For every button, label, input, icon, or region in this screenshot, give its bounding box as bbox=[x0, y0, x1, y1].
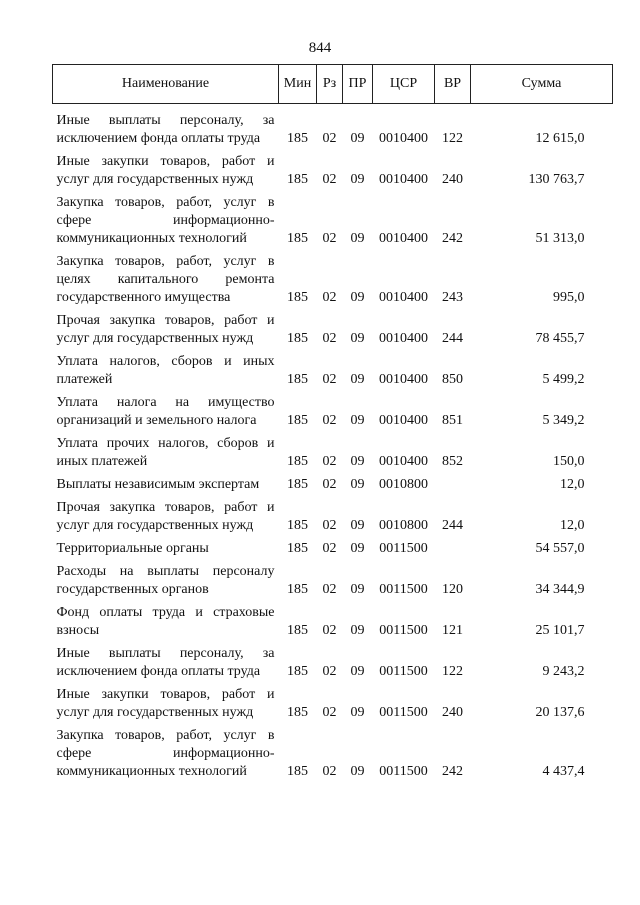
row-vr-cell: 240 bbox=[442, 172, 463, 187]
row-min-cell: 185 bbox=[287, 518, 308, 533]
table-row bbox=[53, 104, 613, 152]
row-vr-cell: 243 bbox=[442, 290, 463, 305]
row-sum-cell: 5 349,2 bbox=[542, 413, 585, 428]
row-csr-cell: 0010400 bbox=[379, 290, 428, 305]
row-vr-cell: 240 bbox=[442, 705, 463, 720]
row-min-cell: 185 bbox=[287, 764, 308, 779]
row-min-cell: 185 bbox=[287, 664, 308, 679]
row-sum-cell: 150,0 bbox=[553, 454, 585, 469]
row-pr-cell: 09 bbox=[350, 705, 365, 720]
row-rz-cell: 02 bbox=[322, 454, 337, 469]
row-sum-cell: 130 763,7 bbox=[528, 172, 585, 187]
table-row bbox=[53, 392, 613, 433]
row-vr-cell: 852 bbox=[442, 454, 463, 469]
table-row bbox=[53, 497, 613, 538]
row-name-cell: Иные закупки товаров, работ и услуг для государственных нужд bbox=[56, 687, 275, 720]
row-rz-cell: 02 bbox=[322, 131, 337, 146]
row-csr-cell: 0010800 bbox=[379, 477, 428, 492]
row-csr-cell: 0010800 bbox=[379, 518, 428, 533]
row-min-cell: 185 bbox=[287, 623, 308, 638]
row-name-cell: Прочая закупка товаров, работ и услуг для государственных нужд bbox=[56, 500, 275, 533]
row-name-cell: Закупка товаров, работ, услуг в целях капитального ремонта государственного имущества bbox=[56, 254, 275, 305]
row-min-cell: 185 bbox=[287, 172, 308, 187]
row-pr-cell: 09 bbox=[350, 454, 365, 469]
row-min-cell: 185 bbox=[287, 541, 308, 556]
row-vr-cell bbox=[435, 538, 471, 561]
row-sum-cell: 12,0 bbox=[560, 477, 585, 492]
row-name-cell: Расходы на выплаты персоналу государственных органов bbox=[56, 564, 275, 597]
row-name-cell: Уплата налога на имущество организаций и земельного налога bbox=[56, 395, 275, 428]
row-sum-cell: 5 499,2 bbox=[542, 372, 585, 387]
row-csr-cell: 0011500 bbox=[379, 541, 428, 556]
row-vr-cell: 120 bbox=[442, 582, 463, 597]
row-name-cell: Иные выплаты персоналу, за исключением фонда оплаты труда bbox=[56, 646, 275, 679]
row-vr-cell: 242 bbox=[442, 231, 463, 246]
row-min-cell: 185 bbox=[287, 413, 308, 428]
row-min-cell: 185 bbox=[287, 331, 308, 346]
row-min-cell: 185 bbox=[287, 231, 308, 246]
row-pr-cell: 09 bbox=[350, 518, 365, 533]
row-sum-cell: 34 344,9 bbox=[535, 582, 585, 597]
row-sum-cell: 78 455,7 bbox=[535, 331, 585, 346]
column-header-vr: ВР bbox=[435, 65, 471, 104]
row-min-cell: 185 bbox=[287, 582, 308, 597]
row-sum-cell: 12,0 bbox=[560, 518, 585, 533]
row-name-cell: Уплата налогов, сборов и иных платежей bbox=[56, 354, 275, 387]
row-rz-cell: 02 bbox=[322, 764, 337, 779]
row-name-cell: Территориальные органы bbox=[56, 541, 209, 556]
table-row bbox=[53, 310, 613, 351]
row-min-cell: 185 bbox=[287, 477, 308, 492]
row-rz-cell: 02 bbox=[322, 477, 337, 492]
row-rz-cell: 02 bbox=[322, 582, 337, 597]
column-header-rz: Рз bbox=[317, 65, 343, 104]
row-csr-cell: 0010400 bbox=[379, 131, 428, 146]
table-row bbox=[53, 474, 613, 497]
row-vr-cell: 850 bbox=[442, 372, 463, 387]
row-pr-cell: 09 bbox=[350, 290, 365, 305]
table-row bbox=[53, 192, 613, 251]
table-body bbox=[53, 104, 613, 785]
row-pr-cell: 09 bbox=[350, 541, 365, 556]
table-row bbox=[53, 561, 613, 602]
budget-table bbox=[52, 64, 613, 784]
row-min-cell: 185 bbox=[287, 290, 308, 305]
row-pr-cell: 09 bbox=[350, 372, 365, 387]
row-vr-cell: 121 bbox=[442, 623, 463, 638]
table-row bbox=[53, 602, 613, 643]
column-header-pr: ПР bbox=[343, 65, 373, 104]
row-csr-cell: 0010400 bbox=[379, 454, 428, 469]
row-csr-cell: 0011500 bbox=[379, 582, 428, 597]
row-sum-cell: 25 101,7 bbox=[535, 623, 585, 638]
row-rz-cell: 02 bbox=[322, 331, 337, 346]
row-sum-cell: 20 137,6 bbox=[535, 705, 585, 720]
table-row bbox=[53, 643, 613, 684]
row-pr-cell: 09 bbox=[350, 231, 365, 246]
row-sum-cell: 4 437,4 bbox=[542, 764, 585, 779]
row-vr-cell: 122 bbox=[442, 131, 463, 146]
row-csr-cell: 0010400 bbox=[379, 331, 428, 346]
row-sum-cell: 51 313,0 bbox=[535, 231, 585, 246]
table-row bbox=[53, 684, 613, 725]
row-rz-cell: 02 bbox=[322, 231, 337, 246]
row-csr-cell: 0010400 bbox=[379, 231, 428, 246]
column-header-name: Наименование bbox=[53, 65, 279, 104]
row-pr-cell: 09 bbox=[350, 477, 365, 492]
row-csr-cell: 0010400 bbox=[379, 413, 428, 428]
row-vr-cell: 122 bbox=[442, 664, 463, 679]
row-sum-cell: 995,0 bbox=[553, 290, 585, 305]
row-min-cell: 185 bbox=[287, 372, 308, 387]
row-csr-cell: 0011500 bbox=[379, 623, 428, 638]
table-row bbox=[53, 351, 613, 392]
row-sum-cell: 54 557,0 bbox=[535, 541, 585, 556]
row-name-cell: Закупка товаров, работ, услуг в сфере информационно-коммуникационных технологий bbox=[56, 728, 275, 779]
row-csr-cell: 0011500 bbox=[379, 705, 428, 720]
row-pr-cell: 09 bbox=[350, 582, 365, 597]
row-name-cell: Уплата прочих налогов, сборов и иных платежей bbox=[56, 436, 275, 469]
row-min-cell: 185 bbox=[287, 454, 308, 469]
column-header-csr: ЦСР bbox=[373, 65, 435, 104]
row-pr-cell: 09 bbox=[350, 623, 365, 638]
row-name-cell: Фонд оплаты труда и страховые взносы bbox=[56, 605, 275, 638]
row-rz-cell: 02 bbox=[322, 413, 337, 428]
row-pr-cell: 09 bbox=[350, 131, 365, 146]
table-row bbox=[53, 725, 613, 784]
page-number: 844 bbox=[308, 40, 332, 56]
row-csr-cell: 0011500 bbox=[379, 664, 428, 679]
row-rz-cell: 02 bbox=[322, 290, 337, 305]
row-pr-cell: 09 bbox=[350, 172, 365, 187]
row-csr-cell: 0010400 bbox=[379, 172, 428, 187]
column-header-min: Мин bbox=[279, 65, 317, 104]
row-name-cell: Иные выплаты персоналу, за исключением фонда оплаты труда bbox=[56, 113, 275, 146]
row-rz-cell: 02 bbox=[322, 705, 337, 720]
table-header bbox=[53, 65, 613, 104]
row-vr-cell bbox=[435, 474, 471, 497]
row-csr-cell: 0011500 bbox=[379, 764, 428, 779]
row-min-cell: 185 bbox=[287, 705, 308, 720]
row-vr-cell: 244 bbox=[442, 518, 463, 533]
table-row bbox=[53, 538, 613, 561]
row-rz-cell: 02 bbox=[322, 172, 337, 187]
row-min-cell: 185 bbox=[287, 131, 308, 146]
row-rz-cell: 02 bbox=[322, 372, 337, 387]
row-vr-cell: 244 bbox=[442, 331, 463, 346]
table-row bbox=[53, 433, 613, 474]
row-name-cell: Иные закупки товаров, работ и услуг для государственных нужд bbox=[56, 154, 275, 187]
row-pr-cell: 09 bbox=[350, 664, 365, 679]
row-rz-cell: 02 bbox=[322, 623, 337, 638]
row-sum-cell: 12 615,0 bbox=[535, 131, 585, 146]
row-pr-cell: 09 bbox=[350, 331, 365, 346]
row-name-cell: Выплаты независимым экспертам bbox=[56, 477, 260, 492]
row-vr-cell: 242 bbox=[442, 764, 463, 779]
table-row bbox=[53, 251, 613, 310]
row-sum-cell: 9 243,2 bbox=[542, 664, 585, 679]
header-row bbox=[53, 65, 613, 104]
column-header-sum: Сумма bbox=[471, 65, 613, 104]
row-rz-cell: 02 bbox=[322, 518, 337, 533]
row-pr-cell: 09 bbox=[350, 764, 365, 779]
table-row bbox=[53, 151, 613, 192]
row-pr-cell: 09 bbox=[350, 413, 365, 428]
row-rz-cell: 02 bbox=[322, 541, 337, 556]
row-rz-cell: 02 bbox=[322, 664, 337, 679]
row-csr-cell: 0010400 bbox=[379, 372, 428, 387]
row-vr-cell: 851 bbox=[442, 413, 463, 428]
row-name-cell: Прочая закупка товаров, работ и услуг для государственных нужд bbox=[56, 313, 275, 346]
row-name-cell: Закупка товаров, работ, услуг в сфере информационно-коммуникационных технологий bbox=[56, 195, 275, 246]
